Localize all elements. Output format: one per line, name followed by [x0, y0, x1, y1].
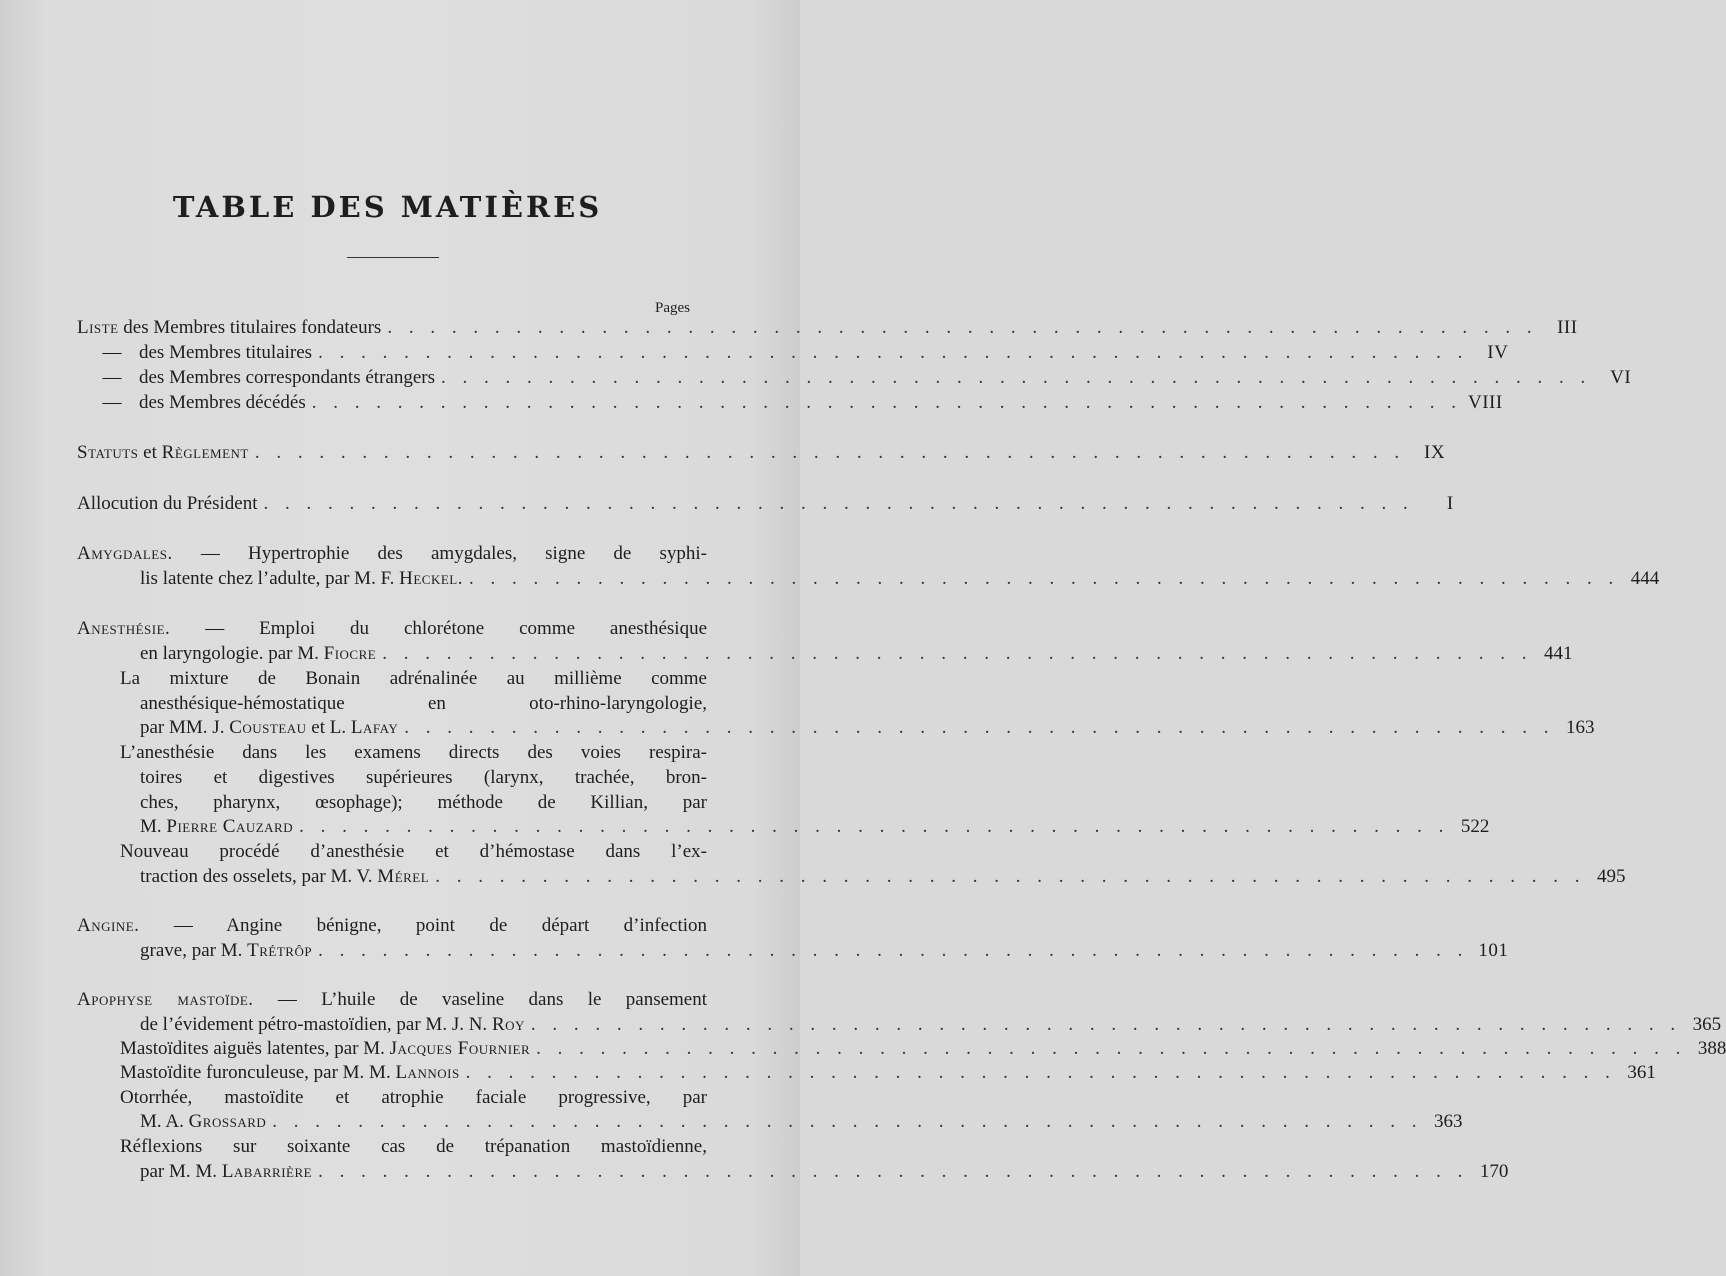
toc-entry-angine-line2	[140, 939, 1509, 963]
author-name: Jacques Fournier	[389, 1038, 531, 1059]
entry-lead: Statuts	[77, 442, 139, 463]
toc-entry-statuts	[77, 441, 1446, 465]
page-number: 170	[1479, 1161, 1509, 1182]
author-name: Fiocre	[323, 643, 377, 664]
entry-text: M.	[140, 816, 162, 837]
leader-dots: . . . . . . . . . . . . . . . . . . . . . . . . . . . . . . . . . . . . . . . . . . . . . . . . . . . . . .	[318, 940, 1469, 961]
entry-text: en laryngologie. par M.	[140, 643, 319, 664]
entry-text: des Membres titulaires	[139, 342, 313, 363]
page-number: 101	[1478, 940, 1509, 961]
toc-entry-anesthesie-e1-line2	[140, 642, 1573, 666]
title-rule	[347, 257, 439, 258]
toc-entry-apophyse-e5-line2	[140, 1160, 1509, 1184]
entry-dash: —	[102, 367, 122, 388]
toc-entry-apophyse-line1	[77, 988, 707, 1012]
toc-entry-apophyse-e1-line2	[140, 1013, 1722, 1037]
leader-dots: . . . . . . . . . . . . . . . . . . . . . . . . . . . . . . . . . . . . . . . . . . . . . . . . . . . . . .	[263, 493, 1414, 514]
section-head: Apophyse mastoïde.	[77, 989, 254, 1010]
toc-entry-anesthesie-e2-line3	[140, 716, 1595, 740]
entry-text: des Membres décédés	[139, 392, 306, 413]
page-number: 363	[1434, 1111, 1463, 1132]
entry-text: par MM. J.	[140, 717, 225, 738]
toc-entry-members-titulaires	[77, 341, 1509, 365]
leader-dots: . . . . . . . . . . . . . . . . . . . . . . . . . . . . . . . . . . . . . . . . . . . . . . . . . . . . . .	[435, 866, 1586, 887]
toc-entry-apophyse-e5-line1: Réflexions sur soixante cas de trépanation mastoïdienne,	[120, 1136, 707, 1157]
entry-text: par M. M.	[140, 1161, 218, 1182]
page-number: 361	[1627, 1062, 1656, 1083]
entry-dash: —	[102, 342, 122, 363]
leader-dots: . . . . . . . . . . . . . . . . . . . . . . . . . . . . . . . . . . . . . . . . . . . . . . . . . . . . . .	[536, 1038, 1687, 1059]
page-number: 388	[1697, 1038, 1726, 1059]
entry-text: des Membres correspondants étrangers	[139, 367, 435, 388]
leader-dots: . . . . . . . . . . . . . . . . . . . . . . . . . . . . . . . . . . . . . . . . . . . . . . . . . . . . . .	[382, 643, 1533, 664]
entry-dash: —	[102, 392, 122, 413]
page-number: 522	[1460, 816, 1490, 837]
entry-text: lis latente chez l’adulte, par M. F.	[140, 568, 395, 589]
author-name: Roy	[491, 1014, 525, 1035]
author-name: Cousteau	[229, 717, 307, 738]
leader-dots: . . . . . . . . . . . . . . . . . . . . . . . . . . . . . . . . . . . . . . . . . . . . . . . . . . . . . .	[254, 442, 1406, 463]
author-name: Lafay	[350, 717, 399, 738]
toc-entry-apophyse-e3	[120, 1061, 1656, 1085]
entry-text: — Hypertrophie des amygdales, signe de syphi-	[200, 543, 708, 564]
leader-dots: . . . . . . . . . . . . . . . . . . . . . . . . . . . . . . . . . . . . . . . . . . . . . . . . . . . . . .	[440, 367, 1592, 388]
leader-dots: . . . . . . . . . . . . . . . . . . . . . . . . . . . . . . . . . . . . . . . . . . . . . . . . . . . . . .	[468, 568, 1620, 589]
leader-dots: . . . . . . . . . . . . . . . . . . . . . . . . . . . . . . . . . . . . . . . . . . . . . . . . . . . . . .	[404, 717, 1555, 738]
page-number: 163	[1565, 717, 1595, 738]
toc-entry-anesthesie-e2-line1: La mixture de Bonain adrénalinée au millième comme	[120, 668, 707, 689]
leader-dots: . . . . . . . . . . . . . . . . . . . . . . . . . . . . . . . . . . . . . . . . . . . . . . . . . . . . . .	[299, 816, 1450, 837]
toc-entry-anesthesie-e4-line1: Nouveau procédé d’anesthésie et d’hémostase dans l’ex-	[120, 841, 707, 862]
toc-entry-members-correspondants	[77, 366, 1632, 390]
author-name: Heckel.	[399, 568, 463, 589]
entry-text: de l’évidement pétro-mastoïdien, par M. J. N.	[140, 1014, 488, 1035]
page-title: TABLE DES MATIÈRES	[172, 190, 603, 224]
entry-lead: Liste	[77, 317, 119, 338]
author-name: Grossard	[188, 1111, 267, 1132]
page-number: IX	[1424, 442, 1446, 463]
toc-entry-anesthesie-e2-line2: anesthésique-hémostatique en oto-rhino-laryngologie,	[140, 693, 707, 714]
author-name: Lannois	[395, 1062, 460, 1083]
entry-text: Allocution du Président	[77, 493, 258, 514]
leader-dots: . . . . . . . . . . . . . . . . . . . . . . . . . . . . . . . . . . . . . . . . . . . . . . . . . . . . . .	[465, 1062, 1616, 1083]
toc-entry-anesthesie-e3-line2: toires et digestives supérieures (larynx, trachée, bron-	[140, 767, 707, 788]
toc-entry-amygdales-line1	[77, 542, 707, 566]
author-name: Pierre Cauzard	[166, 816, 294, 837]
toc-entry-apophyse-e2	[120, 1037, 1726, 1061]
pages-column-header: Pages	[655, 300, 690, 316]
toc-entry-angine-line1	[77, 914, 707, 938]
entry-text: — L’huile de vaseline dans le pansement	[277, 989, 708, 1010]
toc-entry-members-founders	[77, 316, 1578, 340]
entry-text: des Membres titulaires fondateurs	[123, 317, 382, 338]
toc-entry-amygdales-line2	[140, 567, 1660, 591]
toc-entry-anesthesie-e4-line2	[140, 865, 1626, 889]
page-number: VI	[1610, 367, 1632, 388]
entry-text: et L.	[311, 717, 347, 738]
author-name: Trétrôp	[247, 940, 313, 961]
entry-text: M. A.	[140, 1111, 184, 1132]
entry-text: grave, par M.	[140, 940, 243, 961]
page-number: IV	[1487, 342, 1509, 363]
toc-entry-members-decedes	[77, 391, 1503, 415]
leader-dots: . . . . . . . . . . . . . . . . . . . . . . . . . . . . . . . . . . . . . . . . . . . . . . . . . . . . . .	[530, 1014, 1682, 1035]
page-number: 495	[1596, 866, 1626, 887]
entry-text: et	[143, 442, 157, 463]
section-head: Anesthésie.	[77, 618, 171, 639]
page-number: VIII	[1467, 392, 1503, 413]
entry-text: Mastoïdites aiguës latentes, par M.	[120, 1038, 385, 1059]
entry-text: Mastoïdite furonculeuse, par M. M.	[120, 1062, 391, 1083]
toc-entry-anesthesie-e3-line3: ches, pharynx, œsophage); méthode de Killian, par	[140, 792, 707, 813]
leader-dots: . . . . . . . . . . . . . . . . . . . . . . . . . . . . . . . . . . . . . . . . . . . . . . . . . . . . . .	[311, 392, 1462, 413]
section-head: Amygdales.	[77, 543, 173, 564]
page-number: 365	[1692, 1014, 1722, 1035]
leader-dots: . . . . . . . . . . . . . . . . . . . . . . . . . . . . . . . . . . . . . . . . . . . . . . . . . . . . . .	[387, 317, 1538, 338]
toc-entry-apophyse-e4-line1: Otorrhée, mastoïdite et atrophie faciale progressive, par	[120, 1087, 707, 1108]
entry-text: — Angine bénigne, point de départ d’infection	[173, 915, 708, 936]
toc-entry-anesthesie-e3-line1: L’anesthésie dans les examens directs des voies respira-	[120, 742, 707, 763]
author-name: Labarrière	[221, 1161, 313, 1182]
page-number: 441	[1543, 643, 1573, 664]
section-head: Angine.	[77, 915, 140, 936]
page-number: 444	[1630, 568, 1660, 589]
page-number: I	[1446, 493, 1454, 514]
leader-dots: . . . . . . . . . . . . . . . . . . . . . . . . . . . . . . . . . . . . . . . . . . . . . . . . . . . . . .	[318, 1161, 1469, 1182]
toc-entry-allocution	[77, 492, 1454, 516]
toc-entry-apophyse-e4-line2	[140, 1110, 1463, 1134]
toc-entry-anesthesie-e3-line4	[140, 815, 1490, 839]
entry-text: traction des osselets, par M. V.	[140, 866, 373, 887]
entry-text: — Emploi du chlorétone comme anesthésique	[205, 618, 708, 639]
leader-dots: . . . . . . . . . . . . . . . . . . . . . . . . . . . . . . . . . . . . . . . . . . . . . . . . . . . . . .	[318, 342, 1469, 363]
leader-dots: . . . . . . . . . . . . . . . . . . . . . . . . . . . . . . . . . . . . . . . . . . . . . . . . . . . . . .	[272, 1111, 1423, 1132]
page-number: III	[1557, 317, 1578, 338]
author-name: Mérel	[377, 866, 430, 887]
toc-entry-anesthesie-line1	[77, 617, 707, 641]
entry-lead: Règlement	[161, 442, 249, 463]
